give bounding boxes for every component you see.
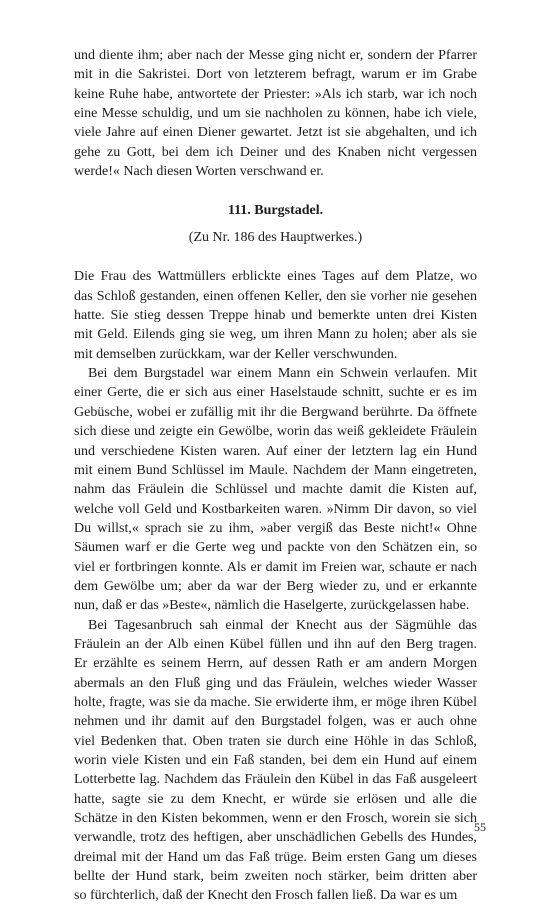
text-line: mit Geld. Eilends ging sie weg, um ihren Mann zu holen; aber als sie <box>74 327 477 343</box>
text-line: Die Frau des Wattmüllers erblickte eines Tages auf dem Platze, wo <box>74 269 477 285</box>
text-line: Bei dem Burgstadel war einem Mann ein Schwein verlaufen. Mit <box>88 366 477 382</box>
text-line: holte, fragte, was sie da mache. Sie erwiderte ihm, er möge ihren Kübel <box>74 694 477 710</box>
text-line: dreimal mit der Hand um das Faß trüge. Beim ersten Gang um dieses <box>74 849 477 865</box>
text-line: verwandle, trotz des heftigen, aber unschädlichen Gebells des Hundes, <box>74 830 477 846</box>
text-line: Lotterbette lag. Nachdem das Fräulein den Kübel in das Faß ausgeleert <box>74 772 477 788</box>
text-line: Schätze in den Kisten bekommen, wenn er den Frosch, worein sie sich <box>74 811 477 827</box>
section-text <box>74 267 477 905</box>
text-line: so fürchterlich, daß der Knecht den Frosch fallen ließ. Da war es um <box>74 888 458 904</box>
text-line: viel Bedenken that. Oben traten sie durch eine Höhle in das Schloß, <box>74 733 477 749</box>
text-line: mit einem Bund Schlüssel im Maule. Nachdem der Mann eingetreten, <box>74 462 477 478</box>
text-line: hatte, sagte sie zu dem Knecht, er würde sie erlösen und alle die <box>74 791 477 807</box>
paragraph <box>74 267 477 364</box>
text-line: worin viele Kisten und ein Faß standen, bei dem ein Hund auf einem <box>74 753 477 768</box>
text-line: viel er fortbringen konnte. Als er damit im Freien war, schaute er nach <box>74 559 477 575</box>
text-line: eine Messe schuldig, und um sie nachholen zu können, habe ich viele, <box>74 106 477 122</box>
text-line: hatte. Sie stieg dessen Treppe hinab und bemerkte unten drei Kisten <box>74 308 477 324</box>
paragraph <box>74 616 477 906</box>
text-line: und verschiedene Kisten waren. Auf einer der letztern lag ein Hund <box>74 443 477 459</box>
text-line: abermals an den Fluß ging und das Fräulein, welches wieder Wasser <box>74 675 477 691</box>
section-title: 111. Burgstadel. <box>227 203 324 219</box>
text-line: gehe zu Gott, bei dem ich Deiner und des Knaben nicht vergessen <box>74 144 477 160</box>
text-line: Säumen warf er die Gerte weg und packte von den Schätzen ein, so <box>74 540 477 556</box>
text-line: bellte der Hund stark, beim zweiten noch stärker, beim dritten aber <box>74 869 477 885</box>
paragraph <box>74 364 477 615</box>
text-line: werde!« Nach diesen Worten verschwand er. <box>74 164 324 180</box>
text-line: mit in die Sakristei. Dort von letzterem befragt, warum er im Grabe <box>74 67 477 83</box>
text-line: welche voll Geld und Kostbarkeiten waren. »Nimm Dir davon, so viel <box>74 501 477 517</box>
text-line: nun, daß er das »Beste«, nämlich die Haselgerte, zurückgelassen habe. <box>74 598 470 614</box>
text-line: viele Jahre auf einen Diener gewartet. Jetzt ist sie abgehalten, und ich <box>74 125 477 141</box>
text-line: sich diese und zeigte ein Gewölbe, worin das weiß gekleidete Fräulein <box>74 424 477 440</box>
text-line: einer Gerte, die er sich aus einer Haselstaude schnitt, suchte er es im <box>74 385 477 401</box>
text-line: keine Ruhe habe, antwortete der Priester: »Als ich starb, war ich noch <box>74 86 477 102</box>
text-line: Bei Tagesanbruch sah einmal der Knecht aus der Sägmühle das <box>88 617 477 633</box>
text-line: Du willst,« sprach sie zu ihm, »aber vergiß das Beste nicht!« Ohne <box>74 520 477 536</box>
opening-paragraph <box>74 46 477 181</box>
text-line: dem Gewölbe um; aber da war der Berg wieder zu, und er erkannte <box>74 578 477 594</box>
text-line: mit demselben zurückkam, war der Keller verschwunden. <box>74 346 398 362</box>
text-line: nahm das Fräulein die Schlüssel und machte damit die Kisten auf, <box>74 482 477 498</box>
text-line: nehmen und ihr damit auf den Burgstadel folgen, was er auch ohne <box>74 714 477 730</box>
page-number: 55 <box>474 820 486 834</box>
text-line: Gebüsche, wobei er zufällig mit ihr die Bergwand berührte. Da öffnete <box>74 404 477 420</box>
text-line: und diente ihm; aber nach der Messe ging nicht er, sondern der Pfarrer <box>74 48 477 63</box>
section-subtitle: (Zu Nr. 186 des Hauptwerkes.) <box>188 230 363 246</box>
text-line: Fräulein an der Alb einen Kübel füllen und ihn auf den Berg tragen. <box>74 636 477 652</box>
text-line: das Schloß gestanden, einen offenen Keller, den sie vorher nie gesehen <box>74 288 477 304</box>
text-line: Er erzählte es seinem Herrn, auf dessen Rath er am andern Morgen <box>74 656 477 672</box>
page-body <box>74 46 477 906</box>
